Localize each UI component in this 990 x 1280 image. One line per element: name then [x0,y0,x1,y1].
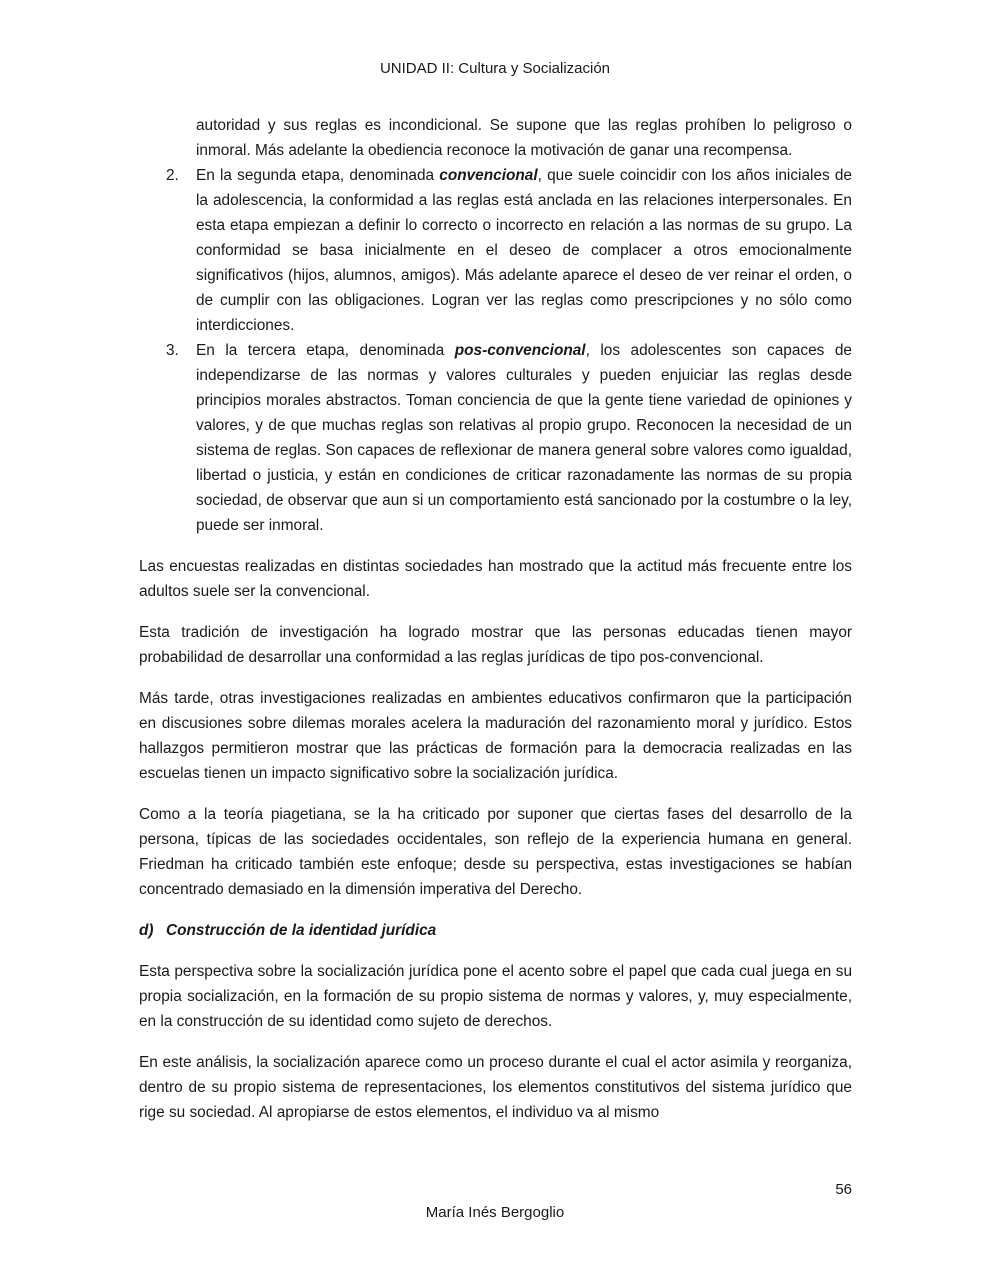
list-item-stage-2 [139,163,852,338]
stages-list [139,113,852,538]
list-text-after: , que suele coincidir con los años iniciales de la adolescencia, la conformidad a las reglas está anclada en las relaciones interpersonales. En esta etapa empiezan a definir lo correcto o incorrecto en relación a las normas de su grupo. La conformidad se basa inicialmente en el deseo de complacer a otros emocionalmente significativos (hijos, alumnos, amigos). Más adelante aparece el deseo de ver reinar el orden, o de cumplir con las obligaciones. Logran ver las reglas como prescripciones y no sólo como interdicciones. [196,167,852,334]
section-heading [139,918,852,943]
list-text-after: , los adolescentes son capaces de independizarse de las normas y valores culturales y pueden enjuiciar las reglas desde principios morales abstractos. Toman conciencia de que la gente tiene variedad de opiniones y valores, y de que muchas reglas son relativas al propio grupo. Reconocen la necesidad de un sistema de reglas. Son capaces de reflexionar de manera general sobre valores como igualdad, libertad o justicia, y están en condiciones de criticar razonadamente las normas de su propia sociedad, de observar que aun si un comportamiento está sancionado por la costumbre o la ley, puede ser inmoral. [196,342,852,534]
section-title: Construcción de la identidad jurídica [166,922,437,939]
list-number: 3. [166,342,179,359]
term-convencional: convencional [439,167,538,184]
body-text [139,113,852,1125]
paragraph: Como a la teoría piagetiana, se la ha criticado por suponer que ciertas fases del desarrollo de la persona, típicas de las sociedades occidentales, son reflejo de la experiencia humana en general. Friedman ha criticado también este enfoque; desde su perspectiva, estas investigaciones se habían concentrado demasiado en la dimensión imperativa del Derecho. [139,806,852,898]
list-item-stage-3 [139,338,852,538]
list-text-before: En la tercera etapa, denominada [196,342,455,359]
paragraph: Esta tradición de investigación ha logrado mostrar que las personas educadas tienen mayor probabilidad de desarrollar una conformidad a las reglas jurídicas de tipo pos-convencional. [139,624,852,666]
paragraph: Esta perspectiva sobre la socialización jurídica pone el acento sobre el papel que cada cual juega en su propia socialización, en la formación de su propio sistema de normas y valores, y, muy especialmente, en la construcción de su identidad como sujeto de derechos. [139,963,852,1030]
running-footer-author: María Inés Bergoglio [425,1204,565,1221]
list-text-before: En la segunda etapa, denominada [196,167,440,184]
paragraph: Más tarde, otras investigaciones realizadas en ambientes educativos confirmaron que la participación en discusiones sobre dilemas morales acelera la maduración del razonamiento moral y jurídico. Estos hallazgos permitieron mostrar que las prácticas de formación para la democracia realizadas en las escuelas tienen un impacto significativo sobre la socialización jurídica. [139,690,852,782]
section-letter: d) [139,922,154,939]
paragraph: En este análisis, la socialización aparece como un proceso durante el cual el actor asimila y reorganiza, dentro de su propio sistema de representaciones, los elementos constitutivos del sistema jurídico que rige su sociedad. Al apropiarse de estos elementos, el individuo va al mismo [139,1054,852,1121]
term-pos-convencional: pos-convencional [454,342,586,359]
list-number: 2. [166,167,179,184]
running-header: UNIDAD II: Cultura y Socialización [379,60,611,77]
list-item-continuation: autoridad y sus reglas es incondicional. Se supone que las reglas prohíben lo peligroso o inmoral. Más adelante la obediencia reconoce la motivación de ganar una recompensa. [196,117,852,159]
paragraph: Las encuestas realizadas en distintas sociedades han mostrado que la actitud más frecuente entre los adultos suele ser la convencional. [139,558,852,600]
page-number: 56 [835,1181,852,1198]
